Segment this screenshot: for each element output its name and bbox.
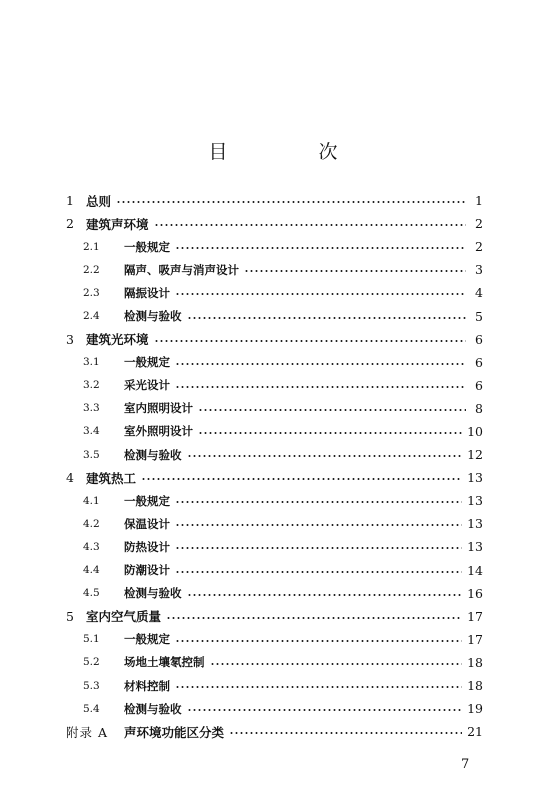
toc-entry[interactable] xyxy=(66,605,483,628)
toc-dot-leader xyxy=(116,201,466,203)
toc-entry-number: 4.4 xyxy=(83,564,100,577)
toc-entry[interactable] xyxy=(66,535,483,558)
toc-dot-leader xyxy=(198,409,466,411)
toc-entry-number: 4.3 xyxy=(83,540,100,553)
toc-entry-number: 3.1 xyxy=(83,356,100,369)
toc-entry-page: 18 xyxy=(467,678,483,694)
toc-entry-page: 13 xyxy=(467,516,483,532)
toc-entry[interactable] xyxy=(66,443,483,466)
toc-entry-title: 采光设计 xyxy=(124,378,170,393)
toc-entry-number: 3.3 xyxy=(83,402,100,415)
toc-dot-leader xyxy=(187,455,463,457)
toc-dot-leader xyxy=(166,617,462,619)
toc-entry[interactable] xyxy=(66,628,483,651)
toc-entry-title: 检测与验收 xyxy=(124,309,182,324)
toc-entry[interactable] xyxy=(66,697,483,720)
toc-entry-page: 14 xyxy=(467,562,483,578)
toc-entry-title: 建筑热工 xyxy=(86,470,137,486)
toc-dot-leader xyxy=(187,317,467,319)
page-title: 目 次 xyxy=(208,141,374,163)
toc-entry[interactable] xyxy=(66,489,483,512)
toc-entry[interactable] xyxy=(66,651,483,674)
toc-entry-page: 3 xyxy=(475,262,483,278)
toc-entry-page: 4 xyxy=(475,285,483,301)
toc-dot-leader xyxy=(154,224,466,226)
toc-entry-number: 2.2 xyxy=(83,263,100,276)
toc-entry-number: 附录 A xyxy=(66,724,109,740)
toc-entry[interactable] xyxy=(66,351,483,374)
toc-entry-number: 4 xyxy=(66,470,74,486)
toc-entry-title: 防潮设计 xyxy=(124,563,170,578)
toc-entry-page: 16 xyxy=(467,585,483,601)
toc-entry-page: 12 xyxy=(467,447,483,463)
toc-entry[interactable] xyxy=(66,328,483,351)
toc-entry-title: 一般规定 xyxy=(124,632,170,647)
toc-entry-number: 3.2 xyxy=(83,379,100,392)
toc-entry-title: 隔振设计 xyxy=(124,285,170,300)
toc-dot-leader xyxy=(187,594,463,596)
toc-entry-page: 6 xyxy=(475,377,483,393)
toc-entry-page: 10 xyxy=(467,423,483,439)
toc-entry-page: 13 xyxy=(467,470,483,486)
toc-dot-leader xyxy=(175,547,462,549)
toc-entry-page: 2 xyxy=(475,216,483,232)
page-number: 7 xyxy=(461,757,470,772)
toc-entry[interactable] xyxy=(66,258,483,281)
toc-entry-title: 防热设计 xyxy=(124,539,170,554)
toc-dot-leader xyxy=(175,386,466,388)
toc-dot-leader xyxy=(175,501,462,503)
toc-entry-page: 6 xyxy=(475,331,483,347)
toc-entry-number: 1 xyxy=(66,193,74,209)
toc-entry-page: 17 xyxy=(467,608,483,624)
toc-entry-number: 2 xyxy=(66,216,74,232)
toc-entry-page: 13 xyxy=(467,539,483,555)
toc-dot-leader xyxy=(175,686,462,688)
toc-entry-title: 一般规定 xyxy=(124,493,170,508)
toc-dot-leader xyxy=(229,732,462,734)
toc-entry[interactable] xyxy=(66,720,483,743)
toc-dot-leader xyxy=(175,640,462,642)
toc-entry[interactable] xyxy=(66,397,483,420)
toc-entry[interactable] xyxy=(66,559,483,582)
toc-entry-title: 声环境功能区分类 xyxy=(124,724,225,740)
toc-dot-leader xyxy=(154,340,466,342)
toc-entry-page: 1 xyxy=(475,193,483,209)
toc-dot-leader xyxy=(244,270,466,272)
toc-entry[interactable] xyxy=(66,189,483,212)
toc-entry[interactable] xyxy=(66,212,483,235)
toc-entry-title: 隔声、吸声与消声设计 xyxy=(124,262,239,277)
toc-entry-title: 室内空气质量 xyxy=(86,609,162,625)
toc-entry-title: 检测与验收 xyxy=(124,586,182,601)
toc-entry-title: 一般规定 xyxy=(124,239,170,254)
toc-entry-number: 3.4 xyxy=(83,425,100,438)
toc-entry-title: 场地土壤氡控制 xyxy=(124,655,205,670)
toc-entry-number: 5.3 xyxy=(83,679,100,692)
toc-entry-number: 4.1 xyxy=(83,494,100,507)
toc-entry-number: 4.5 xyxy=(83,587,100,600)
toc-entry-page: 6 xyxy=(475,354,483,370)
toc-entry-number: 2.1 xyxy=(83,240,100,253)
toc-entry-number: 5.2 xyxy=(83,656,100,669)
toc-entry-number: 5 xyxy=(66,608,74,624)
toc-entry-page: 19 xyxy=(467,701,483,717)
toc-dot-leader xyxy=(175,293,466,295)
toc-entry-number: 2.3 xyxy=(83,286,100,299)
toc-entry-page: 21 xyxy=(467,724,483,740)
toc-entry[interactable] xyxy=(66,420,483,443)
toc-entry-title: 一般规定 xyxy=(124,355,170,370)
toc-dot-leader xyxy=(175,524,462,526)
toc-dot-leader xyxy=(175,363,466,365)
table-of-contents xyxy=(66,189,483,743)
toc-entry-page: 5 xyxy=(475,308,483,324)
toc-entry[interactable] xyxy=(66,281,483,304)
toc-entry-page: 13 xyxy=(467,493,483,509)
toc-entry[interactable] xyxy=(66,466,483,489)
toc-entry-page: 2 xyxy=(475,239,483,255)
toc-entry-number: 5.1 xyxy=(83,633,100,646)
toc-dot-leader xyxy=(175,247,466,249)
toc-entry[interactable] xyxy=(66,512,483,535)
toc-entry-number: 3.5 xyxy=(83,448,100,461)
toc-entry-number: 5.4 xyxy=(83,702,100,715)
toc-entry[interactable] xyxy=(66,374,483,397)
toc-entry-page: 18 xyxy=(467,654,483,670)
toc-entry-title: 总则 xyxy=(86,193,112,209)
toc-entry-number: 2.4 xyxy=(83,310,100,323)
toc-dot-leader xyxy=(141,478,462,480)
toc-entry-title: 室外照明设计 xyxy=(124,424,193,439)
toc-entry[interactable] xyxy=(66,235,483,258)
toc-entry-title: 建筑光环境 xyxy=(86,332,149,348)
toc-dot-leader xyxy=(198,432,462,434)
toc-entry[interactable] xyxy=(66,304,483,327)
toc-entry-title: 室内照明设计 xyxy=(124,401,193,416)
toc-entry-title: 建筑声环境 xyxy=(86,216,149,232)
toc-entry-title: 检测与验收 xyxy=(124,447,182,462)
toc-dot-leader xyxy=(210,663,463,665)
toc-dot-leader xyxy=(187,709,463,711)
toc-entry-number: 4.2 xyxy=(83,517,100,530)
toc-entry-page: 8 xyxy=(475,400,483,416)
toc-entry[interactable] xyxy=(66,674,483,697)
toc-entry-title: 材料控制 xyxy=(124,678,170,693)
toc-entry[interactable] xyxy=(66,582,483,605)
toc-entry-number: 3 xyxy=(66,331,74,347)
toc-entry-page: 17 xyxy=(467,631,483,647)
toc-entry-title: 保温设计 xyxy=(124,516,170,531)
toc-entry-title: 检测与验收 xyxy=(124,701,182,716)
toc-dot-leader xyxy=(175,571,462,573)
